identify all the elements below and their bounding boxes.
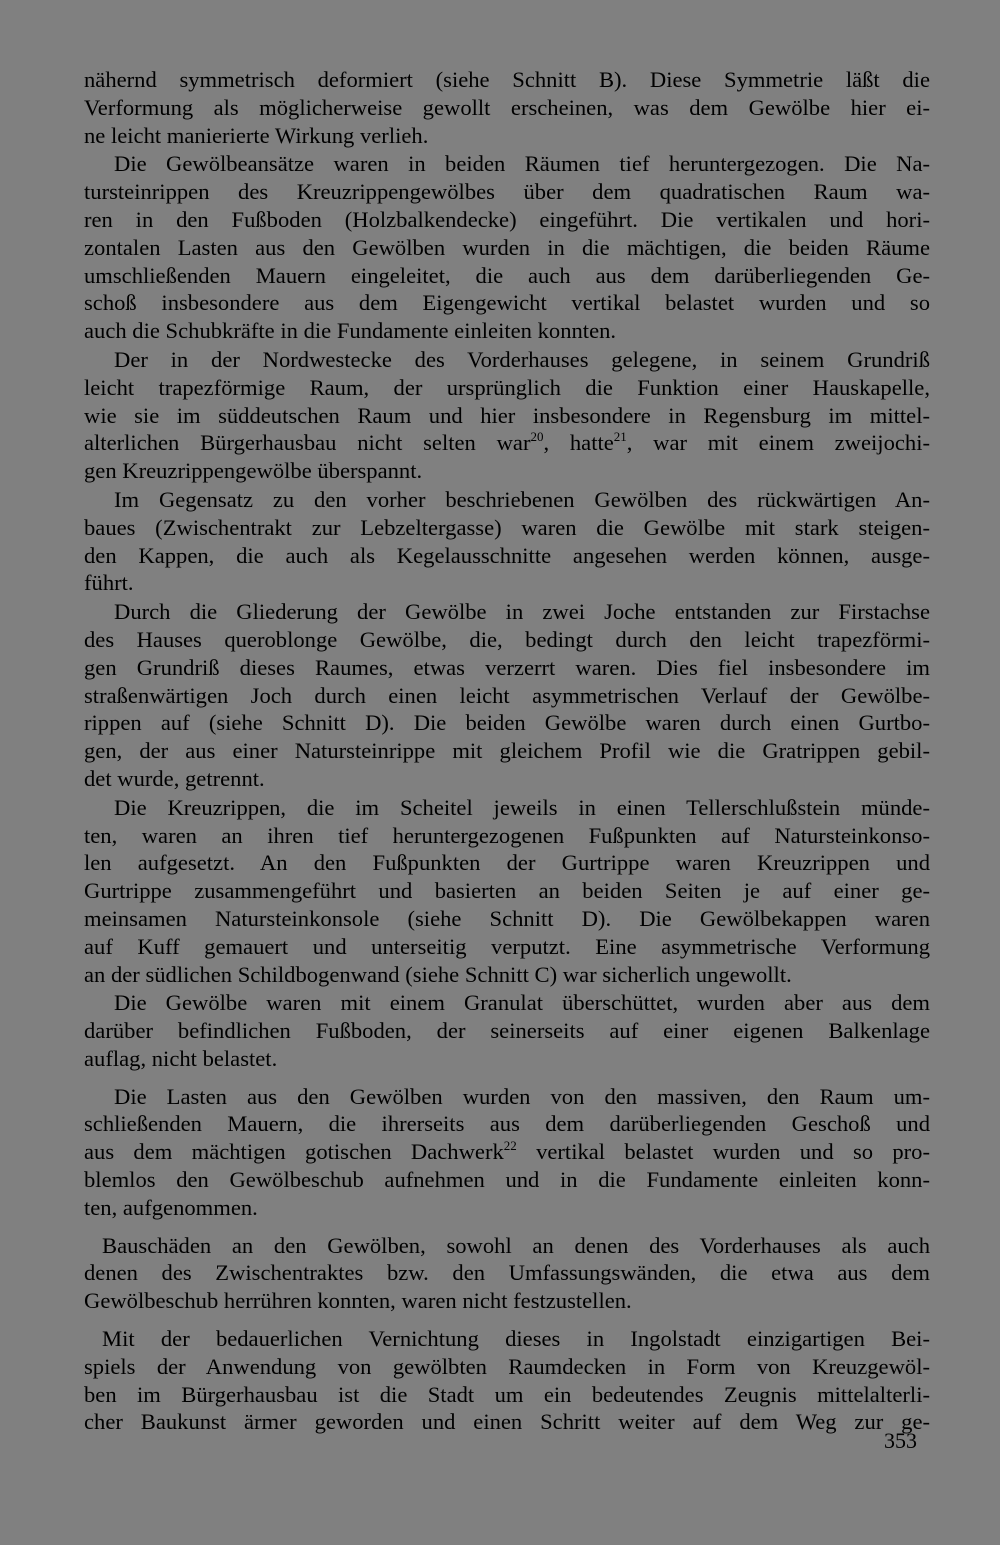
footnote-ref: 22 [503, 1138, 517, 1154]
text-line: schoß insbesondere aus dem Eigengewicht vertikal belastet wurden und so [84, 290, 930, 316]
text-line: aus dem mächtigen gotischen Dachwerk$^{22}$ vertikal belastet wurden und so pro- [84, 1138, 930, 1165]
text-line: straßenwärtigen Joch durch einen leicht asymmetrischen Verlauf der Gewölbe- [84, 682, 930, 708]
page-number: 353 [884, 1428, 917, 1453]
text-line: an der südlichen Schildbogenwand (siehe Schnitt C) war sicherlich ungewollt. [84, 961, 792, 987]
text-line: gen Grundriß dieses Raumes, etwas verzerrt waren. Dies fiel insbesondere im [84, 654, 930, 680]
text-line: Bauschäden an den Gewölben, sowohl an denen des Vorderhauses als auch [102, 1232, 930, 1258]
paragraph [84, 66, 930, 149]
paragraph [84, 794, 930, 989]
text-line: umschließenden Mauern eingeleitet, die auch aus dem darüberliegenden Ge- [84, 262, 930, 288]
text-line: det wurde, getrennt. [84, 765, 265, 791]
text-line: gen, der aus einer Natursteinrippe mit gleichem Profil wie die Gratrippen gebil- [84, 738, 930, 764]
text-line: auch die Schubkräfte in die Fundamente einleiten konnten. [84, 318, 617, 344]
text-line: Im Gegensatz zu den vorher beschriebenen Gewölben des rückwärtigen An- [114, 486, 930, 512]
text-line: des Hauses queroblonge Gewölbe, die, bedingt durch den leicht trapezförmi- [84, 626, 930, 652]
text-line: spiels der Anwendung von gewölbten Raumdecken in Form von Kreuzgewöl- [84, 1353, 930, 1379]
text-line: leicht trapezförmige Raum, der ursprünglich die Funktion einer Hauskapelle, [84, 374, 930, 400]
footnote-ref: 21 [613, 429, 627, 445]
text-line: Die Lasten aus den Gewölben wurden von den massiven, den Raum um- [114, 1083, 930, 1109]
footnote-ref: 20 [530, 429, 544, 445]
text-line: rippen auf (siehe Schnitt D). Die beiden Gewölbe waren durch einen Gurtbo- [84, 710, 930, 736]
text-line: alterlichen Bürgerhausbau nicht selten war$^{20}$, hatte$^{21}$, war mit einem zweijochi- [84, 429, 930, 456]
text-line: Der in der Nordwestecke des Vorderhauses gelegene, in seinem Grundriß [114, 346, 930, 372]
text-line: baues (Zwischentrakt zur Lebzeltergasse) waren die Gewölbe mit stark steigen- [84, 514, 930, 540]
paragraph [84, 1083, 930, 1222]
text-line: Verformung als möglicherweise gewollt erscheinen, was dem Gewölbe hier ei- [84, 94, 930, 120]
text-line: zontalen Lasten aus den Gewölben wurden in die mächtigen, die beiden Räume [84, 234, 930, 260]
text-line: len aufgesetzt. An den Fußpunkten der Gurtrippe waren Kreuzrippen und [84, 850, 930, 876]
text-line: auf Kuff gemauert und unterseitig verputzt. Eine asymmetrische Verformung [84, 933, 930, 959]
text-line: Gurtrippe zusammengeführt und basierten an beiden Seiten je auf einer ge- [84, 878, 930, 904]
text-line: ne leicht manierierte Wirkung verlieh. [84, 122, 429, 148]
paragraph [84, 346, 930, 485]
text-line: Die Gewölbe waren mit einem Granulat überschüttet, wurden aber aus dem [114, 990, 930, 1016]
text-line: ten, waren an ihren tief heruntergezogenen Fußpunkten auf Natursteinkonso- [84, 822, 930, 848]
text-line: auflag, nicht belastet. [84, 1045, 278, 1071]
text-line: Die Gewölbeansätze waren in beiden Räumen tief heruntergezogen. Die Na- [114, 151, 930, 177]
text-line: tursteinrippen des Kreuzrippengewölbes über dem quadratischen Raum wa- [84, 179, 930, 205]
text-line: führt. [84, 570, 134, 596]
text-line: den Kappen, die auch als Kegelausschnitte angesehen werden können, ausge- [84, 542, 930, 568]
text-line: meinsamen Natursteinkonsole (siehe Schnitt D). Die Gewölbekappen waren [84, 905, 930, 931]
text-line: cher Baukunst ärmer geworden und einen Schritt weiter auf dem Weg zur ge- [84, 1409, 930, 1435]
text-line: Die Kreuzrippen, die im Scheitel jeweils in einen Tellerschlußstein münde- [114, 794, 930, 820]
text-line: Durch die Gliederung der Gewölbe in zwei Joche entstanden zur Firstachse [114, 599, 930, 625]
document-body [84, 66, 930, 1436]
text-line: darüber befindlichen Fußboden, der seinerseits auf einer eigenen Balkenlage [84, 1018, 930, 1044]
text-line: nähernd symmetrisch deformiert (siehe Schnitt B). Diese Symmetrie läßt die [84, 67, 930, 92]
text-line: denen des Zwischentraktes bzw. den Umfassungswänden, die etwa aus dem [84, 1260, 930, 1286]
text-line: blemlos den Gewölbeschub aufnehmen und in die Fundamente einleiten konn- [84, 1167, 930, 1193]
text-line: ten, aufgenommen. [84, 1194, 258, 1220]
text-line: Gewölbeschub herrühren konnten, waren nicht festzustellen. [84, 1288, 632, 1314]
paragraph [84, 989, 930, 1072]
paragraph [84, 1325, 930, 1436]
text-line: gen Kreuzrippengewölbe überspannt. [84, 458, 423, 484]
text-line: schließenden Mauern, die ihrerseits aus dem darüberliegenden Geschoß und [84, 1111, 930, 1137]
paragraph [84, 598, 930, 793]
text-line: Mit der bedauerlichen Vernichtung dieses in Ingolstadt einzigartigen Bei- [102, 1326, 930, 1352]
text-line: ren in den Fußboden (Holzbalkendecke) eingeführt. Die vertikalen und hori- [84, 206, 930, 232]
text-line: wie sie im süddeutschen Raum und hier insbesondere in Regensburg im mittel- [84, 402, 930, 428]
paragraph [84, 150, 930, 345]
text-line: ben im Bürgerhausbau ist die Stadt um ein bedeutendes Zeugnis mittelalterli- [84, 1381, 930, 1407]
paragraph [84, 486, 930, 597]
paragraph [84, 1232, 930, 1315]
